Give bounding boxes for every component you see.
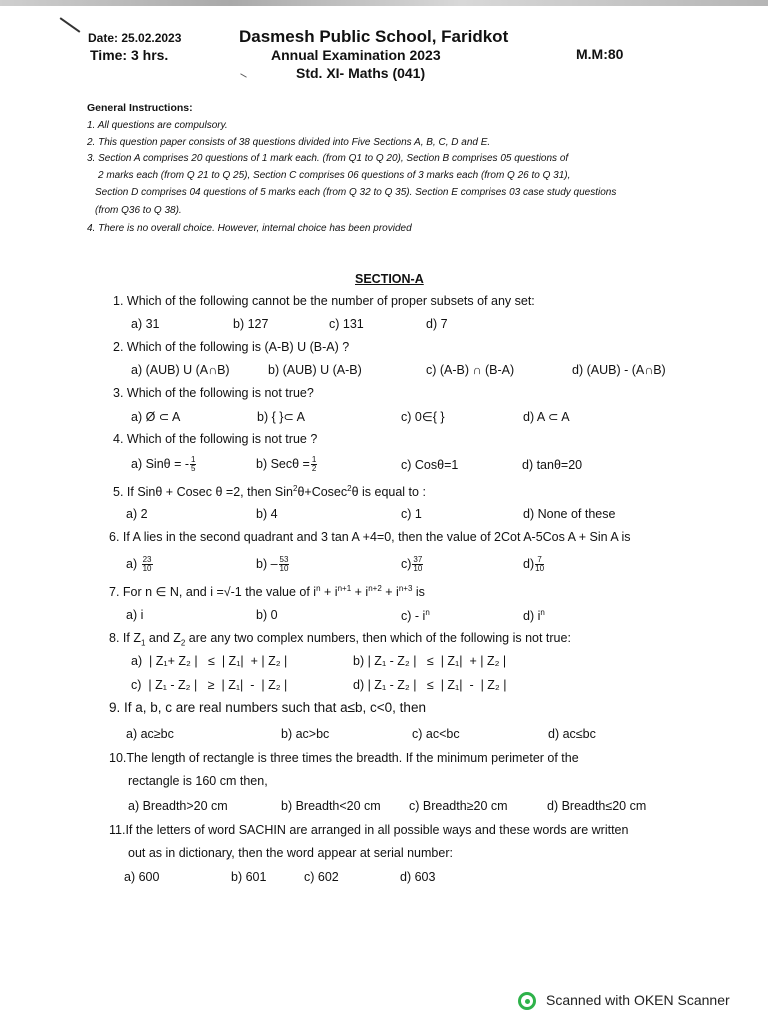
- option-text: d) i: [523, 609, 541, 624]
- option: d) None of these: [523, 507, 616, 521]
- question-6: 6. If A lies in the second quadrant and 3 tan A +4=0, then the value of 2Cot A-5Cos A + Sin A is: [109, 530, 631, 544]
- question-text: + i: [385, 585, 399, 600]
- option: c) Cosθ=1: [401, 458, 459, 472]
- question-3: 3. Which of the following is not true?: [113, 386, 314, 400]
- option: b) ac>bc: [281, 727, 330, 741]
- option: b) 0: [256, 608, 278, 622]
- option: [401, 556, 424, 573]
- denominator: 2: [311, 464, 317, 473]
- instruction-line: 4. There is no overall choice. However, internal choice has been provided: [87, 223, 412, 234]
- option: [256, 456, 318, 473]
- option-text: a) Sinθ = -: [131, 456, 190, 471]
- option: b) 4: [256, 507, 278, 521]
- question-7: [109, 584, 425, 599]
- option: b) | Z₁ - Z₂ | ≤ | Z₁| + | Z₂ |: [353, 654, 507, 668]
- option: a) 2: [126, 507, 148, 521]
- superscript: n+3: [398, 584, 413, 593]
- question-text: 8. If Z: [109, 631, 141, 645]
- option: c) 602: [304, 870, 339, 884]
- fraction: [190, 456, 196, 473]
- question-11: 11.If the letters of word SACHIN are arranged in all possible ways and these words are written: [109, 823, 629, 837]
- option: d) A ⊂ A: [523, 410, 570, 424]
- option: b) 601: [231, 870, 267, 884]
- option: b) { }⊂ A: [257, 410, 306, 424]
- option-text: c): [401, 556, 412, 571]
- option: [256, 556, 290, 573]
- instruction-line: Section D comprises 04 questions of 5 marks each (from Q 32 to Q 35). Section E comprises 03 case study questions: [95, 187, 617, 198]
- option: [401, 608, 430, 623]
- numerator: 53: [279, 555, 289, 564]
- numerator: 1: [191, 455, 196, 464]
- question-8: [109, 631, 571, 648]
- option: d) | Z₁ - Z₂ | ≤ | Z₁| - | Z₂ |: [353, 678, 507, 692]
- option: a) 31: [131, 317, 160, 331]
- superscript: n: [316, 584, 321, 593]
- fraction: [142, 556, 153, 573]
- question-text: 7. For n ∈ N, and i =√-1 the value of i: [109, 585, 317, 600]
- superscript: n+2: [368, 584, 382, 593]
- superscript: 2: [292, 484, 298, 493]
- question-text: θ+Cosec: [297, 485, 348, 500]
- exam-time: Time: 3 hrs.: [90, 47, 169, 63]
- numerator: 7: [535, 556, 544, 565]
- scanner-watermark: Scanned with OKEN Scanner: [546, 992, 730, 1008]
- subscript: 2: [180, 638, 186, 648]
- fraction: [279, 556, 290, 573]
- max-marks: M.M:80: [576, 46, 624, 62]
- option: c) ac<bc: [412, 727, 460, 741]
- instructions-title: General Instructions:: [87, 102, 193, 114]
- option: [131, 456, 197, 473]
- option-text: c) - i: [401, 609, 426, 624]
- question-2: 2. Which of the following is (A-B) U (B-A) ?: [113, 340, 350, 354]
- scanner-logo-icon: [518, 992, 536, 1010]
- fraction: [535, 556, 544, 573]
- stray-mark: [240, 73, 247, 77]
- denominator: 10: [279, 564, 289, 573]
- class-subject: Std. XI- Maths (041): [296, 65, 426, 81]
- option: c) Breadth≥20 cm: [409, 799, 508, 813]
- denominator: 10: [142, 564, 152, 573]
- question-text: and Z: [148, 631, 181, 645]
- question-text: are any two complex numbers, then which of the following is not true:: [188, 631, 571, 645]
- option: a) | Z₁+ Z₂ | ≤ | Z₁| + | Z₂ |: [131, 654, 288, 668]
- denominator: 10: [535, 564, 545, 573]
- option: a) ac≥bc: [126, 727, 174, 741]
- instruction-line: 2 marks each (from Q 21 to Q 25), Section C comprises 06 questions of 3 marks each (from Q 26 to Q 31),: [98, 170, 571, 181]
- pen-mark: [60, 17, 81, 32]
- option: c) | Z₁ - Z₂ | ≥ | Z₁| - | Z₂ |: [131, 678, 288, 692]
- option: [126, 556, 154, 573]
- question-text: + i: [324, 585, 338, 600]
- question-10-cont: rectangle is 160 cm then,: [128, 774, 268, 788]
- question-9: 9. If a, b, c are real numbers such that a≤b, c<0, then: [109, 700, 426, 715]
- option-text: b) –: [256, 556, 278, 571]
- instruction-line: (from Q36 to Q 38).: [95, 205, 182, 216]
- question-10: 10.The length of rectangle is three times the breadth. If the minimum perimeter of the: [109, 751, 579, 765]
- option: b) 127: [233, 317, 269, 331]
- school-name: Dasmesh Public School, Faridkot: [239, 27, 509, 46]
- exam-date: Date: 25.02.2023: [88, 31, 182, 45]
- instruction-line: 1. All questions are compulsory.: [87, 120, 228, 131]
- question-text: 5. If Sinθ + Cosec θ =2, then Sin: [113, 485, 293, 500]
- option: c) (A-B) ∩ (B-A): [426, 363, 515, 377]
- option: d) (AUB) - (A∩B): [572, 363, 666, 377]
- option: a) i: [126, 608, 144, 622]
- question-4: 4. Which of the following is not true ?: [113, 432, 318, 446]
- subscript: 1: [140, 638, 146, 648]
- superscript: n+1: [337, 584, 352, 593]
- superscript: n: [425, 608, 430, 617]
- denominator: 10: [413, 564, 423, 573]
- superscript: n: [540, 608, 545, 617]
- question-text: + i: [354, 585, 369, 600]
- option: [523, 608, 545, 623]
- scan-top-edge: [0, 0, 768, 6]
- option-text: d): [523, 556, 535, 571]
- instruction-line: 2. This question paper consists of 38 questions divided into Five Sections A, B, C, D and E.: [87, 137, 491, 148]
- question-5: [113, 484, 426, 499]
- exam-title: Annual Examination 2023: [271, 47, 441, 63]
- denominator: 5: [191, 464, 196, 473]
- option: a) (AUB) U (A∩B): [131, 363, 230, 377]
- question-1: 1. Which of the following cannot be the number of proper subsets of any set:: [113, 294, 535, 308]
- option: d) ac≤bc: [548, 727, 596, 741]
- question-text: θ is equal to :: [351, 485, 426, 500]
- option: a) 600: [124, 870, 160, 884]
- option: a) Breadth>20 cm: [128, 799, 228, 813]
- numerator: 1: [311, 455, 317, 464]
- option: d) Breadth≤20 cm: [547, 799, 647, 813]
- option-text: a): [126, 556, 138, 571]
- numerator: 23: [142, 555, 152, 564]
- question-text: is: [415, 585, 425, 600]
- instruction-line: 3. Section A comprises 20 questions of 1 mark each. (from Q1 to Q 20), Section B comprises 05 questions of: [87, 153, 569, 164]
- superscript: 2: [347, 484, 352, 493]
- option: d) 603: [400, 870, 436, 884]
- option: b) Breadth<20 cm: [281, 799, 381, 813]
- option: c) 131: [329, 317, 364, 331]
- option: c) 1: [401, 507, 422, 521]
- fraction: [412, 556, 423, 573]
- option: c) 0∈{ }: [401, 410, 445, 424]
- option: d) tanθ=20: [522, 458, 583, 472]
- option-text: b) Secθ =: [256, 456, 310, 471]
- question-11-cont: out as in dictionary, then the word appear at serial number:: [128, 846, 453, 860]
- numerator: 37: [413, 555, 423, 564]
- fraction: [311, 456, 317, 473]
- option: a) Ø ⊂ A: [131, 410, 181, 424]
- option: d) 7: [426, 317, 448, 331]
- option: b) (AUB) U (A-B): [268, 363, 362, 377]
- section-heading: SECTION-A: [355, 272, 424, 286]
- option: [523, 556, 545, 573]
